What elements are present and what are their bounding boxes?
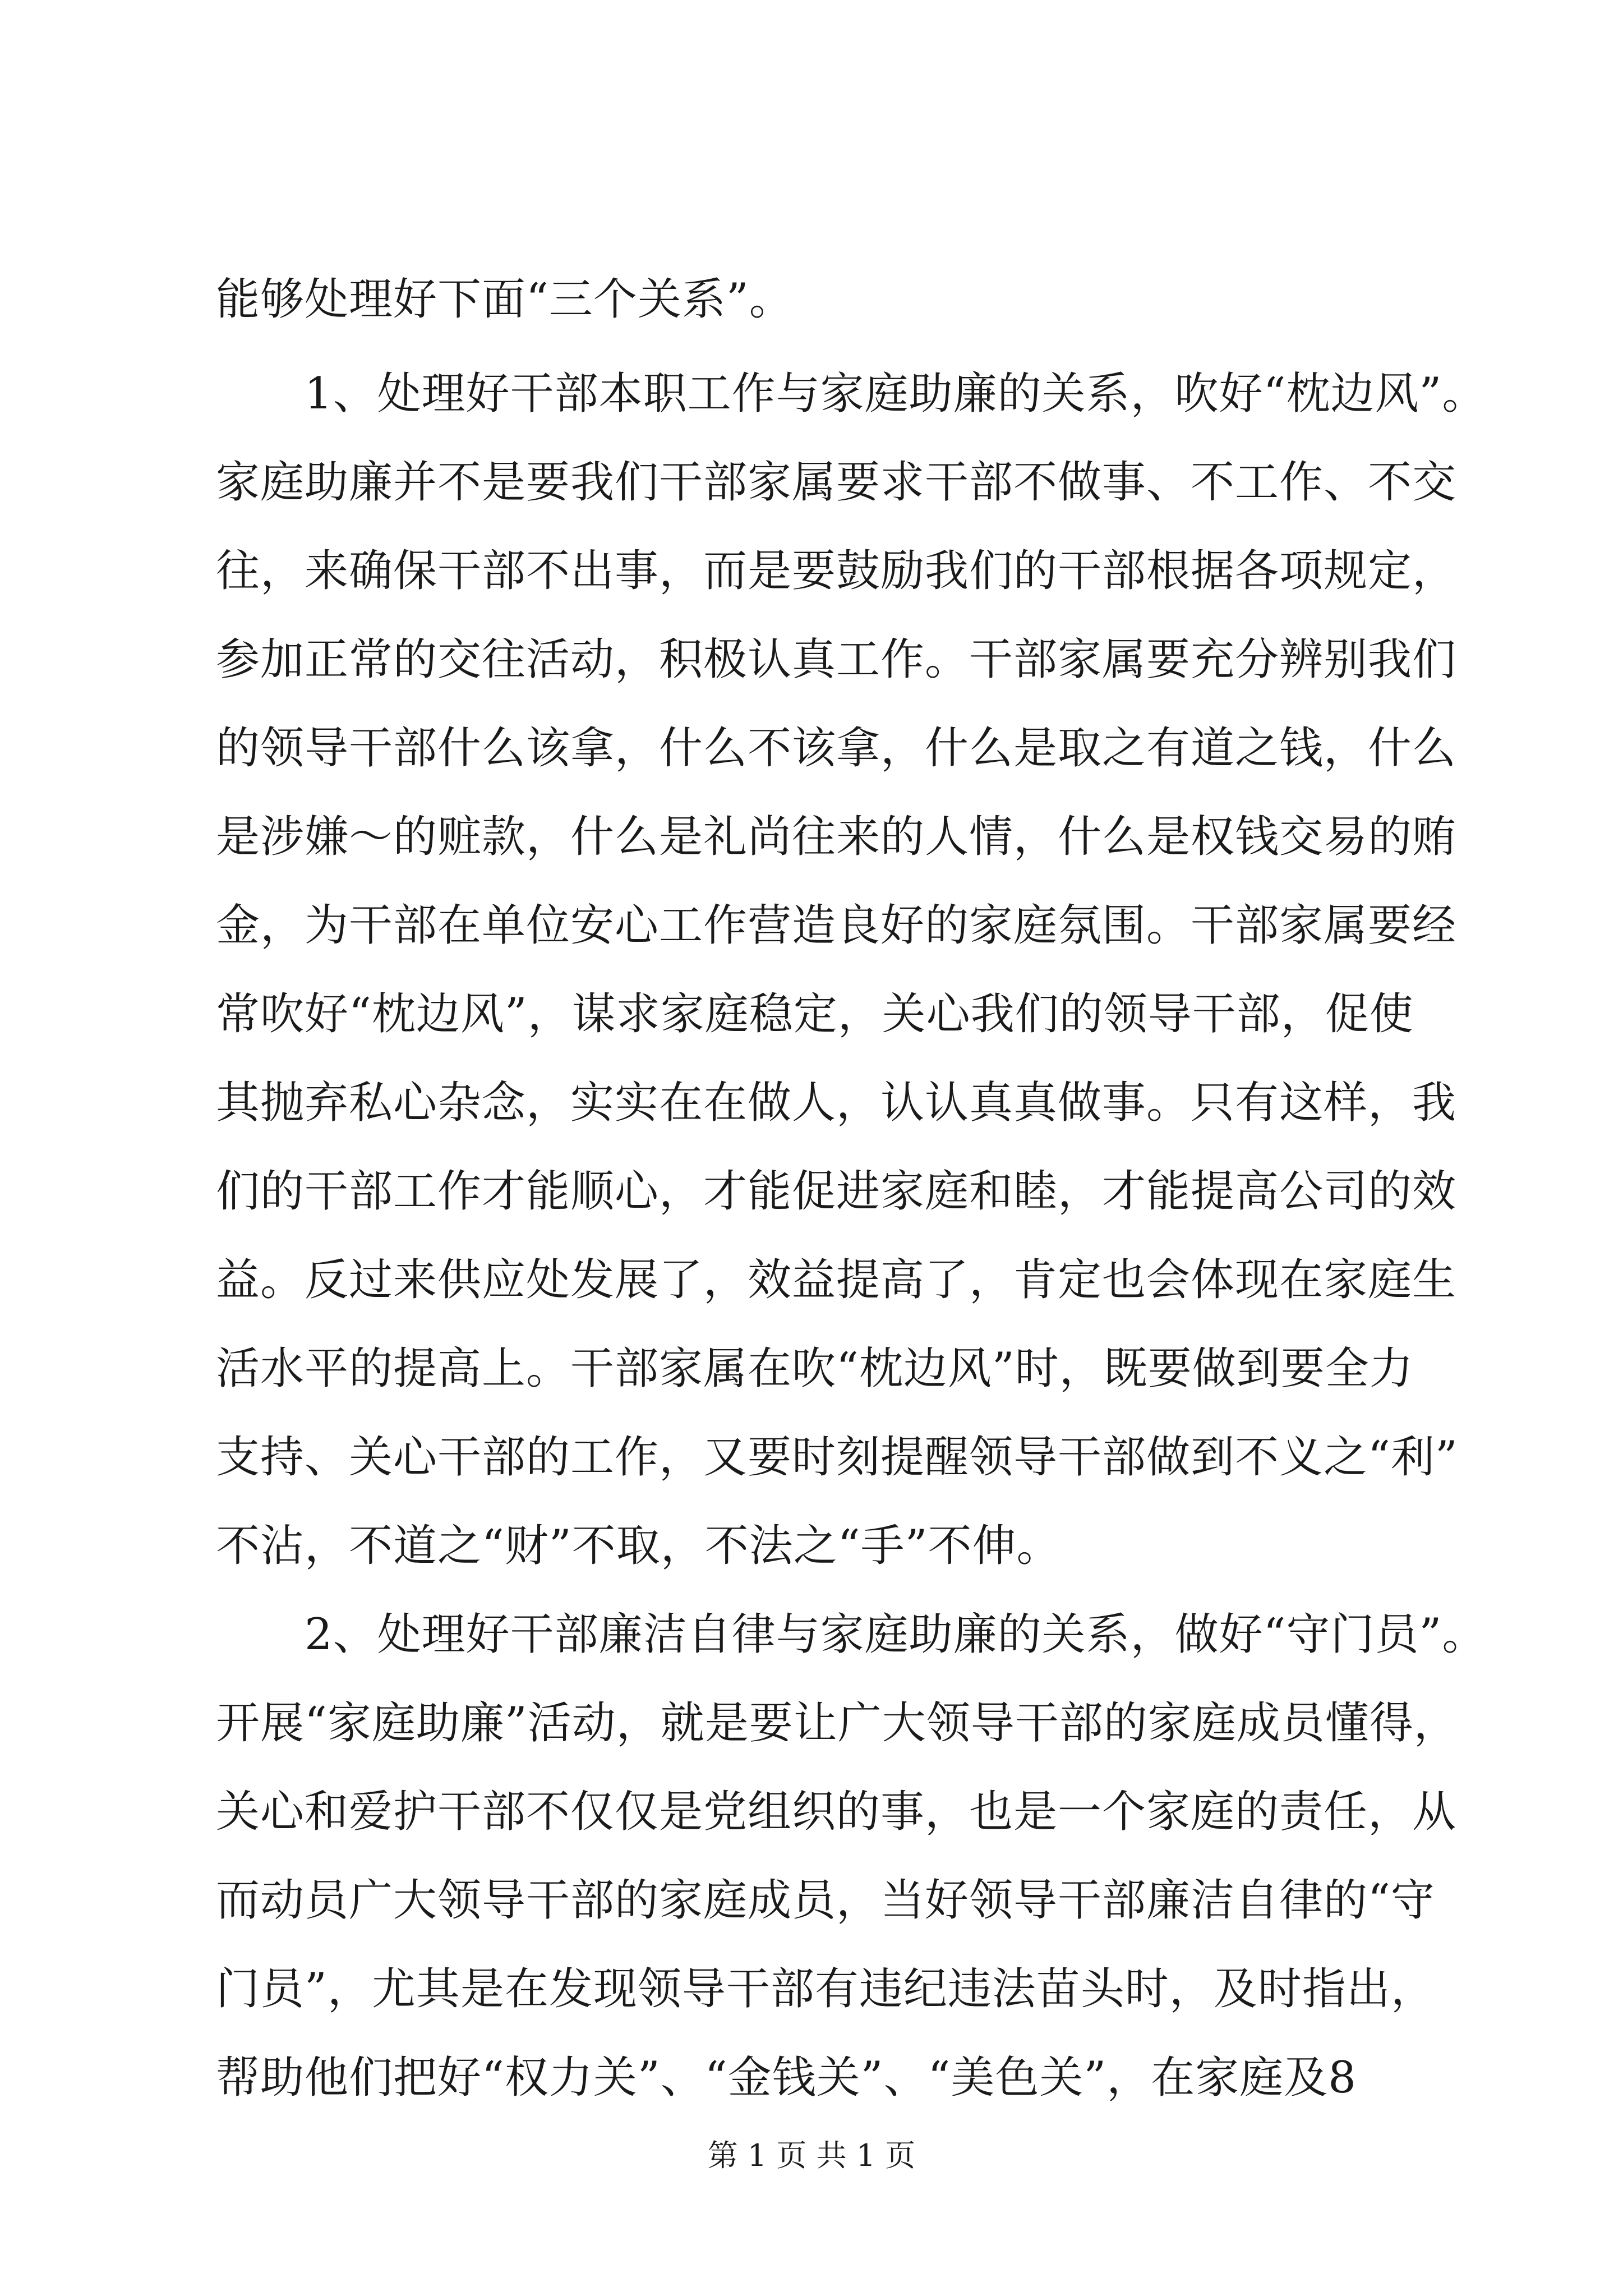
text-line: 金，为干部在单位安心工作营造良好的家庭氛围。干部家属要经 <box>216 900 1457 951</box>
text-line: 而动员广大领导干部的家庭成员，当好领导干部廉洁自律的“守 <box>216 1875 1435 1926</box>
text-line: 关心和爱护干部不仅仅是党组织的事，也是一个家庭的责任，从 <box>216 1787 1457 1837</box>
text-line: 常吹好“枕边风”，谋求家庭稳定，关心我们的领导干部，促使 <box>216 989 1414 1039</box>
text-line: 活水平的提高上。干部家属在吹“枕边风”时，既要做到要全力 <box>216 1343 1414 1394</box>
text-line: 能够处理好下面“三个关系”。 <box>216 274 794 325</box>
text-line: 们的干部工作才能顺心，才能促进家庭和睦，才能提高公司的效 <box>216 1166 1457 1217</box>
text-line: 其抛弃私心杂念，实实在在做人，认认真真做事。只有这样，我 <box>216 1078 1457 1128</box>
text-line: 益。反过来供应处发展了，效益提高了，肯定也会体现在家庭生 <box>216 1255 1457 1305</box>
page-number-footer: 第 1 页 共 1 页 <box>707 2138 916 2173</box>
text-line: 开展“家庭助廉”活动，就是要让广大领导干部的家庭成员懂得， <box>216 1698 1458 1749</box>
text-line: 帮助他们把好“权力关”、“金钱关”、“美色关”，在家庭及8 <box>216 2053 1357 2103</box>
text-line: 支持、关心干部的工作，又要时刻提醒领导干部做到不义之“利” <box>216 1432 1458 1483</box>
text-line: 1、处理好干部本职工作与家庭助廉的关系，吹好“枕边风”。 <box>216 369 1487 419</box>
text-line: 门员”，尤其是在发现领导干部有违纪违法苗头时，及时指出， <box>216 1964 1435 2014</box>
text-line: 2、处理好干部廉洁自律与家庭助廉的关系，做好“守门员”。 <box>216 1609 1487 1660</box>
text-line: 不沾，不道之“财”不取，不法之“手”不伸。 <box>216 1521 1061 1571</box>
text-line: 参加正常的交往活动，积极认真工作。干部家属要充分辨别我们 <box>216 634 1457 685</box>
text-line: 家庭助廉并不是要我们干部家属要求干部不做事、不工作、不交 <box>216 457 1457 508</box>
text-line: 的领导干部什么该拿，什么不该拿，什么是取之有道之钱，什么 <box>216 723 1457 774</box>
text-line: 往，来确保干部不出事，而是要鼓励我们的干部根据各项规定， <box>216 546 1457 596</box>
text-line: 是涉嫌～的赃款，什么是礼尚往来的人情，什么是权钱交易的贿 <box>216 812 1457 862</box>
